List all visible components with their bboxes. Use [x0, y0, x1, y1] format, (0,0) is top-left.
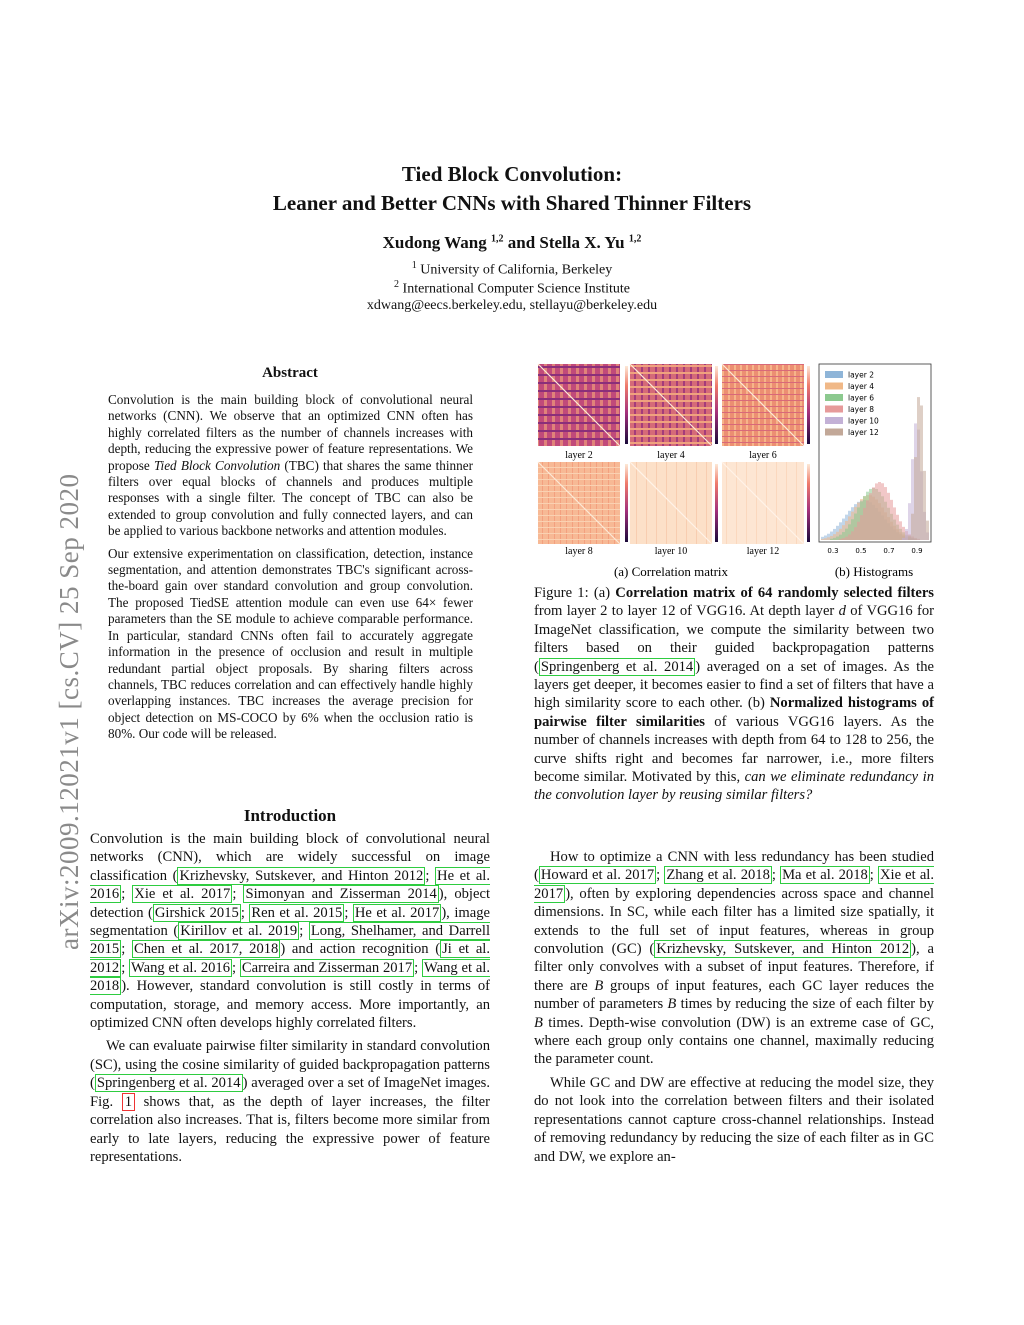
legend-label: layer 10	[848, 416, 879, 426]
author-1: Xudong Wang	[382, 233, 487, 252]
citation-link[interactable]: Long, Shelhamer, and Darrell 2015	[90, 923, 491, 958]
colorbar	[625, 464, 628, 542]
citation-link[interactable]: He et al. 2017	[354, 904, 440, 921]
colorbar	[807, 464, 810, 542]
legend-swatch	[825, 429, 843, 436]
text: ), a filter only convolves with a subset of input features. Therefore, if there are	[534, 941, 934, 994]
histogram-bar	[899, 521, 902, 540]
figure-1-graphic	[536, 362, 936, 582]
matrix-label: layer 6	[749, 450, 777, 461]
abstract-emphasis: Tied Block Convolution	[153, 457, 281, 473]
legend-label: layer 6	[848, 393, 874, 403]
histogram-bar	[821, 539, 824, 540]
text: from layer 2 to layer 12 of VGG16. At depth layer	[534, 603, 839, 620]
histogram-bar	[923, 471, 926, 540]
citation-link[interactable]: Ren et al. 2015	[251, 904, 343, 921]
text: of various VGG16 layers. As the number of channels increases with depth from 64 to 128 to 256, the curve shifts right and becomes far narrower, i.e., more filters become similar. Motivated by this,	[534, 713, 934, 786]
legend-swatch	[825, 417, 843, 424]
matrix-label: layer 12	[746, 546, 780, 557]
histogram-bar	[875, 483, 878, 540]
text: ;	[869, 867, 878, 884]
text: ;	[232, 886, 244, 903]
legend-swatch	[825, 406, 843, 413]
legend-label: layer 4	[848, 382, 874, 391]
legend-label: layer 12	[848, 428, 879, 437]
histogram-bar	[905, 529, 908, 540]
affiliation-1-name: University of California, Berkeley	[420, 262, 613, 278]
histogram-bar	[878, 482, 881, 540]
citation-link[interactable]: Wang et al. 2016	[131, 959, 231, 976]
histogram-bar	[854, 527, 857, 540]
text: ;	[656, 867, 665, 884]
colorbar	[715, 464, 718, 542]
figure-reference-link[interactable]: 1	[122, 1093, 135, 1111]
abstract-paragraph-2: Our extensive experimentation on classification, detection, instance segmentation, and attention demonstrates TBC's significant across-the-board gain over standard convolution and group convolution. The proposed TiedSE attention module can even use 64× fewer parameters than the SE module to achieve comparable performance. In particular, standard CNNs often fail to accurately aggregate information in the presence of occlusion and result in multiple redundant partial object proposals. By sharing filters across channels, TBC reduces correlation and can effectively handle highly overlapping instances. TBC increases the average precision for object detection on MS-COCO by 6% when the occlusion ratio is 80%. Our code will be released.	[108, 545, 473, 742]
author-2: and Stella X. Yu	[507, 233, 625, 252]
histogram-bar	[827, 537, 830, 540]
histogram-bar	[836, 537, 839, 540]
histogram-bar	[851, 531, 854, 540]
matrix-label: layer 4	[657, 450, 685, 461]
intro-paragraph-2	[90, 1037, 490, 1166]
text: times by reducing the size of each filter by	[676, 996, 934, 1013]
text: How to optimize a CNN with less redundancy has been studied (	[534, 849, 934, 884]
histogram-bar	[863, 508, 866, 540]
histogram-bar	[908, 503, 911, 540]
abstract-paragraph-1	[108, 392, 473, 540]
legend-swatch	[825, 383, 843, 390]
histogram-bar	[842, 538, 845, 540]
histogram-bar	[884, 487, 887, 540]
text: ), object detection (	[90, 886, 490, 921]
matrix-label: layer 2	[565, 450, 593, 461]
citation-link[interactable]: Kirillov et al. 2019	[180, 923, 298, 940]
histogram-bar	[869, 493, 872, 540]
text: ), often by exploring dependencies across space and channel dimensions. In SC, while each filter has a limited size spatially, it extends to the full set of input features, whereas in group convolution (GC) (	[534, 885, 934, 958]
figure-1	[536, 362, 936, 582]
citation-link[interactable]: Chen et al. 2017, 2018	[133, 941, 279, 958]
histogram-bar	[872, 487, 875, 540]
legend-label: layer 2	[848, 370, 874, 380]
subfigure-b-label: (b) Histograms	[834, 564, 914, 579]
histogram-bar	[914, 457, 917, 540]
text: ;	[240, 904, 250, 921]
title-line-1: Tied Block Convolution:	[401, 162, 623, 186]
legend-swatch	[825, 371, 843, 378]
introduction-heading: Introduction	[243, 806, 337, 825]
math-variable: B	[667, 996, 677, 1013]
text: times. Depth-wise convolution (DW) is an extreme case of GC, where each group only contains one channel, maximally reducing the parameter count.	[534, 1014, 934, 1068]
legend-label: layer 8	[848, 405, 874, 414]
text: groups of input features, each GC layer reduces the number of parameters	[534, 977, 934, 1013]
citation-link[interactable]: Xie et al. 2017	[134, 886, 231, 903]
citation-link[interactable]: Krizhevsky, Sutskever, and Hinton 2012	[656, 941, 910, 958]
citation-link[interactable]: Xie et al. 2017	[534, 867, 935, 902]
introduction-body	[90, 830, 490, 1171]
histogram-bar	[917, 397, 920, 540]
histogram-bar	[848, 534, 851, 540]
histogram-bar	[890, 500, 893, 540]
colorbar	[715, 366, 718, 444]
citation-link[interactable]: Ji et al. 2012	[90, 941, 490, 976]
text: ) and action recognition (	[280, 941, 441, 958]
histogram-bar	[881, 483, 884, 540]
text: We can evaluate pairwise filter similarity in standard convolution (SC), using the cosine similarity of guided backpropagation patterns (	[90, 1038, 490, 1092]
histogram-bar	[926, 521, 929, 540]
histogram-bar	[893, 507, 896, 540]
matrix-label: layer 10	[654, 546, 688, 557]
colorbar	[807, 366, 810, 444]
affiliation-1	[0, 260, 1024, 279]
citation-link[interactable]: Ma et al. 2018	[782, 867, 868, 884]
histogram-bar	[908, 535, 911, 540]
histogram-bar	[860, 515, 863, 540]
text: ;	[121, 886, 133, 903]
citation-link[interactable]: Girshick 2015	[154, 904, 239, 921]
colorbar	[625, 366, 628, 444]
text: ;	[232, 959, 240, 976]
histogram-bar	[845, 537, 848, 540]
histogram-bar	[824, 538, 827, 540]
affiliation-1-mark: 1	[411, 260, 417, 271]
text: ) averaged over a set of ImageNet images. Fig.	[90, 1075, 491, 1110]
title-line-2: Leaner and Better CNNs with Shared Thinner Filters	[272, 191, 752, 215]
hist-tick: 0.3	[827, 547, 839, 555]
subfigure-a-label: (a) Correlation matrix	[613, 564, 729, 579]
text: ;	[771, 867, 781, 884]
author-2-affil: 1,2	[628, 233, 642, 245]
histogram-panel	[819, 364, 931, 555]
abstract-text: Convolution is the main building block of convolutional neural networks (CNN). We observe that an optimized CNN often has highly correlated filters as the number of channels increases with depth, reducing the expressive power of feature representations. We propose	[108, 392, 473, 473]
math-variable: B	[534, 1014, 543, 1031]
text: ;	[425, 867, 436, 884]
citation-link[interactable]: Springenberg et al. 2014	[96, 1075, 241, 1092]
citation-link[interactable]: Springenberg et al. 2014	[540, 658, 694, 675]
text: ) averaged on a set of images. As the layers get deeper, it becomes easier to find a set of filters that have a high similarity score to each other. (b)	[534, 658, 934, 712]
histogram-bar	[857, 522, 860, 540]
histogram-bar	[911, 514, 914, 540]
histogram-bar	[887, 493, 890, 540]
histogram-bar	[866, 500, 869, 540]
text: ;	[121, 941, 132, 958]
citation-link[interactable]: He et al. 2016	[90, 867, 490, 903]
author-1-affil: 1,2	[491, 233, 504, 245]
hist-tick: 0.5	[855, 547, 867, 555]
text: ;	[414, 959, 423, 976]
right-column-body	[534, 848, 934, 1171]
figure-1-caption	[534, 584, 934, 805]
text: shows that, as the depth of layer increases, the filter correlation also increases. That is, filters become more similar from early to late layers, reducing the expressive power of feature representations.	[90, 1093, 491, 1165]
right-paragraph-1	[534, 848, 934, 1069]
affiliation-2-mark: 2	[394, 279, 400, 290]
text: ), image segmentation (	[90, 904, 490, 940]
caption-bold: Normalized histograms of pairwise filter similarities	[534, 695, 934, 730]
text: Convolution is the main building block of convolutional neural networks (CNN), which are widely successful on image classification (	[90, 831, 490, 884]
text: ;	[121, 959, 130, 976]
histogram-bar	[833, 538, 836, 540]
histogram-bar	[902, 538, 905, 540]
text: ). However, standard convolution is still costly in terms of computation, storage, and memory access. More importantly, an optimized CNN often develops highly correlated filters.	[90, 978, 490, 1032]
text: ;	[344, 904, 353, 921]
caption-bold: Correlation matrix of 64 randomly selected filters	[615, 585, 934, 601]
caption-question: can we eliminate redundancy in the convolution layer by reusing similar filters?	[534, 769, 934, 804]
histogram-bar	[896, 515, 899, 540]
authors	[0, 233, 1024, 253]
citation-link[interactable]: Howard et al. 2017	[540, 867, 655, 884]
affiliation-2	[0, 279, 1024, 298]
text: ;	[299, 923, 309, 940]
hist-tick: 0.7	[883, 547, 895, 555]
citation-link[interactable]: Carreira and Zisserman 2017	[241, 959, 413, 976]
text: Figure 1: (a)	[534, 585, 616, 601]
citation-link[interactable]: Simonyan and Zisserman 2014	[245, 886, 437, 903]
arxiv-stamp	[32, 350, 84, 950]
histogram-bar	[839, 539, 842, 540]
caption-variable: d	[838, 603, 846, 620]
author-emails: xdwang@eecs.berkeley.edu, stellayu@berkeley.edu	[366, 298, 658, 313]
abstract-body	[108, 392, 473, 749]
abstract-text: (TBC) that shares the same thinner filters over equal blocks of channels and produces multiple responses with a single filter. The concept of TBC can also be extended to group convolution and fully connected layers, and can be applied to various backbone networks and attention modules.	[108, 457, 473, 539]
abstract-heading: Abstract	[262, 365, 318, 381]
arxiv-id: arXiv:2009.12021v1 [cs.CV] 25 Sep 2020	[54, 473, 84, 950]
text: of VGG16 for ImageNet classification, we compute the similarity between two filters based on their guided backpropagation patterns (	[534, 603, 934, 675]
legend-swatch	[825, 394, 843, 401]
hist-tick: 0.9	[911, 547, 923, 555]
intro-paragraph-1	[90, 830, 490, 1032]
citation-link[interactable]: Wang et al. 2018	[90, 959, 491, 995]
right-paragraph-2: While GC and DW are effective at reducing the model size, they do not look into the correlation between filters and their isolated representations cannot capture cross-channel relationships. Instead of removing redundancy by reducing the size of each filter as in GC and DW, we explore an-	[534, 1074, 934, 1165]
histogram-bar	[920, 405, 923, 540]
citation-link[interactable]: Zhang et al. 2018	[666, 867, 770, 884]
paper-title	[0, 160, 1024, 218]
histogram-bar	[830, 539, 833, 540]
affiliation-2-name: International Computer Science Institute	[402, 281, 630, 297]
math-variable: B	[594, 977, 604, 994]
matrix-label: layer 8	[565, 546, 593, 557]
citation-link[interactable]: Krizhevsky, Sutskever, and Hinton 2012	[179, 867, 424, 884]
